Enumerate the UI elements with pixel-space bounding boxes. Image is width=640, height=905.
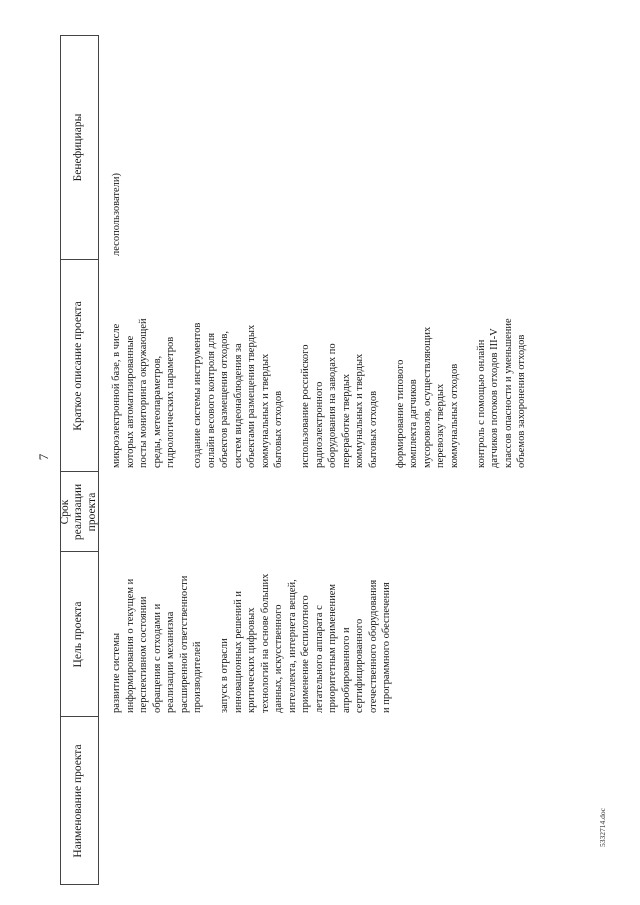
description-paragraph: формирование типового комплекта датчиков мусоровозов, осуществляющих перевозку твердых коммунальных отходов <box>394 326 460 468</box>
header-project-description: Краткое описание проекта <box>72 301 85 431</box>
header-project-name: Наименование проекта <box>72 744 85 858</box>
description-column <box>110 260 529 472</box>
project-table <box>60 35 580 885</box>
table-header-bottom-border <box>98 35 99 885</box>
description-paragraph: использование российского радиоэлектронного оборудования на заводах по переработке твердых коммунальных и твердых бытовых отходов <box>300 343 379 468</box>
header-project-goal: Цель проекта <box>72 601 85 668</box>
description-paragraph: создание системы инструментов онлайн весового контроля для объектов размещения отходов, систем видеонаблюдения за объектами размещения твердых коммунальных и твердых бытовых отходов <box>192 322 284 468</box>
goal-paragraph: запуск в отрасли инновационных решений и критических цифровых технологий на основе больших данных, искусственного интеллекта, интернета вещей, применение беспилотного летательного аппарата с приоритетным применением апробированного и сертифицированного отечественного оборудования и программного обеспечения <box>219 573 392 713</box>
description-paragraph: контроль с помощью онлайн датчиков потоков отходов III-V классов опасности и уменьшение объемов захоронения отходов <box>475 318 527 468</box>
beneficiary-paragraph: лесопользователи) <box>111 173 122 256</box>
header-project-term: Срок реализации проекта <box>59 483 98 541</box>
header-beneficiaries: Бенефициары <box>72 113 85 182</box>
goals-column <box>110 552 394 717</box>
rotated-page-content <box>60 35 580 885</box>
page-number: 7 <box>36 453 51 461</box>
goal-paragraph: развитие системы информирования о текущем и перспективном состоянии обращения с отходами и реализации механизма расширенной ответственности производителей <box>111 575 203 713</box>
beneficiaries-column <box>110 35 124 260</box>
description-paragraph: микроэлектронной базе, в числе которых автоматизированные посты мониторинга окружающей среды, метеопараметров, гидрологических параметров <box>111 318 176 468</box>
footer-document-code: 5332714.doc <box>598 808 607 847</box>
